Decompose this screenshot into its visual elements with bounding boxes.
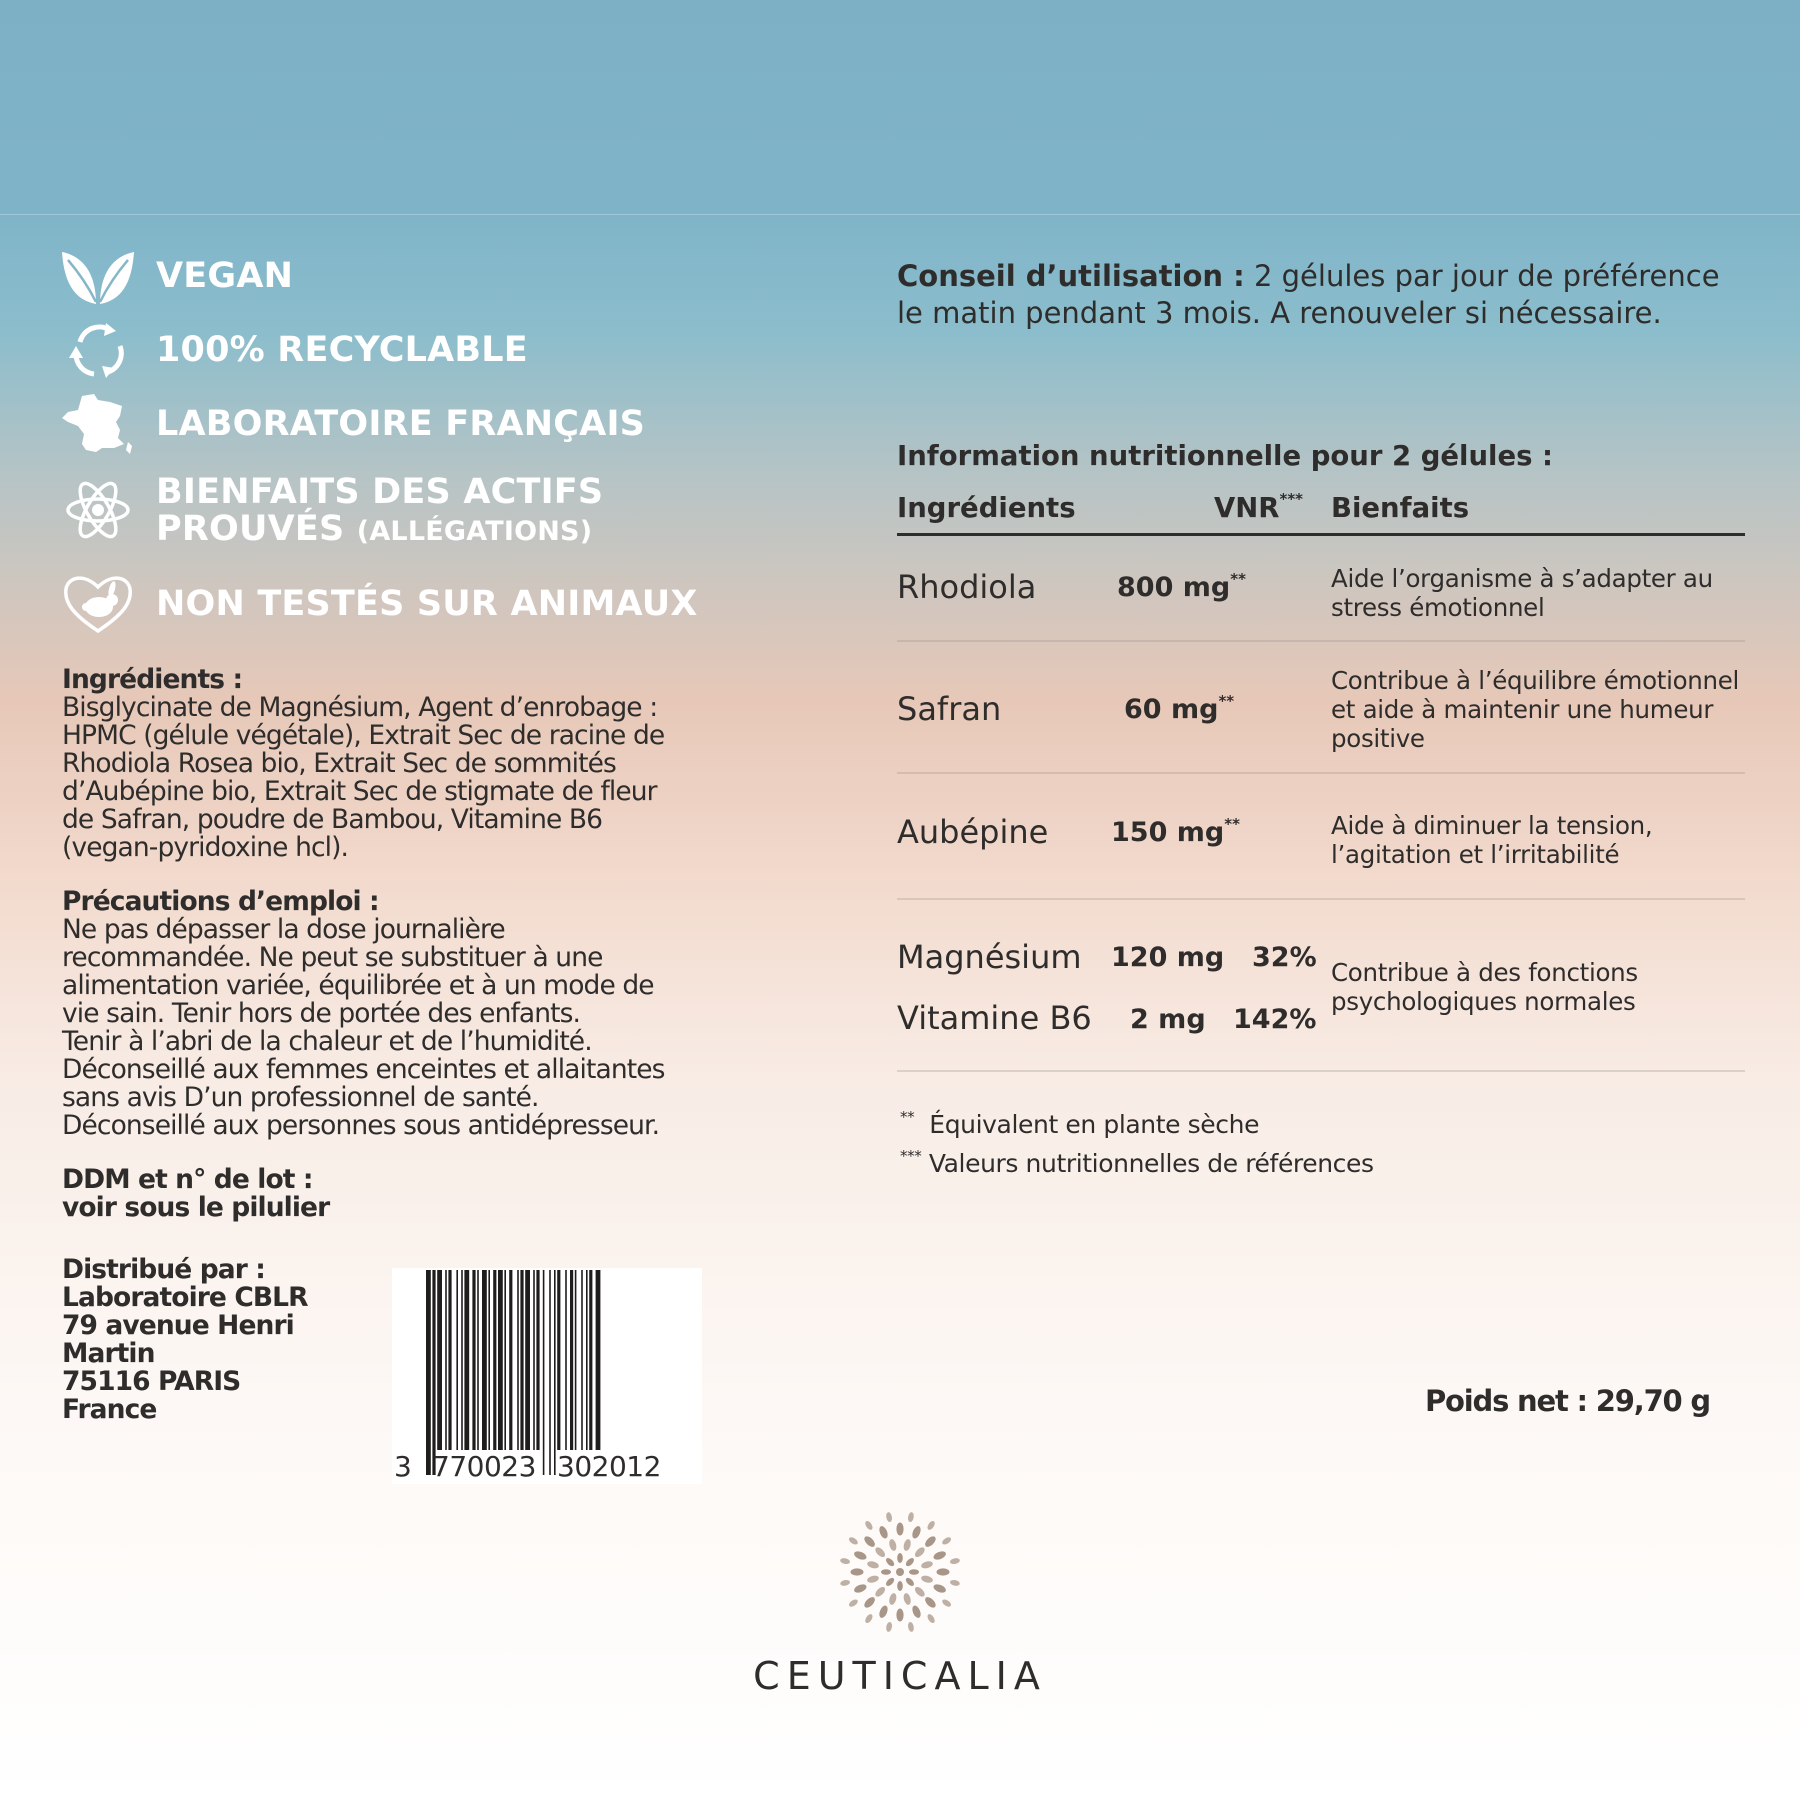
ingredient-name-safran: Safran — [897, 690, 1002, 728]
logo-petal — [881, 1569, 891, 1575]
barcode-bar — [498, 1270, 503, 1450]
claim-label-line2: PROUVÉS — [156, 508, 345, 549]
footnote-reference-values — [900, 1149, 1374, 1178]
distributor-line: France — [62, 1394, 157, 1425]
ingredient-qty-vitamin-b6: 2 mg — [1130, 1004, 1206, 1035]
vnr-header-label: VNR — [1214, 492, 1280, 524]
logo-petal — [896, 1523, 903, 1536]
barcode-bar — [543, 1270, 545, 1475]
row-separator — [897, 898, 1745, 900]
ddm-heading: DDM et n° de lot : — [62, 1164, 313, 1195]
nutrition-title: Information nutritionnelle pour 2 gélules : — [897, 440, 1554, 472]
barcode-bar — [549, 1270, 551, 1475]
row-separator — [897, 640, 1745, 642]
distributor-line: 79 avenue Henri Martin — [62, 1310, 294, 1369]
header-band-edge — [0, 214, 1800, 215]
distributor-heading: Distribué par : — [62, 1254, 265, 1285]
qty-value: 800 mg — [1117, 572, 1231, 603]
logo-petal — [920, 1574, 933, 1583]
barcode-bar — [517, 1270, 519, 1450]
claim-label-multiline — [156, 474, 603, 548]
logo-petal — [888, 1538, 897, 1551]
logo-petal — [923, 1595, 937, 1609]
logo-petal — [862, 1534, 876, 1548]
ingredient-vnr-vitamin-b6: 142% — [1233, 1004, 1317, 1035]
logo-petal — [848, 1536, 859, 1546]
claim-label: NON TESTÉS SUR ANIMAUX — [156, 583, 698, 624]
logo-petal — [885, 1576, 896, 1587]
logo-petal — [941, 1598, 952, 1608]
qty-value: 60 mg — [1124, 694, 1219, 725]
ingredient-qty-aubepine — [1111, 817, 1240, 848]
atom-icon — [60, 478, 136, 542]
benefit-safran: Contribue à l’équilibre émotionnel et aide à maintenir une humeur positive — [1331, 666, 1740, 753]
logo-petal — [926, 1520, 936, 1531]
ingredient-qty-rhodiola — [1117, 572, 1246, 603]
ddm-block — [62, 1166, 702, 1222]
france-map-icon — [60, 392, 136, 456]
usage-advice — [897, 258, 1747, 332]
logo-petal — [904, 1557, 915, 1568]
barcode-bar — [448, 1270, 451, 1450]
barcode-bar — [488, 1270, 490, 1450]
barcode-bar — [554, 1270, 556, 1475]
barcode-bar — [586, 1270, 588, 1450]
ingredient-qty-safran — [1124, 694, 1234, 725]
claim-recyclable — [60, 318, 528, 382]
claim-label-line1: BIENFAITS DES ACTIFS — [156, 472, 604, 512]
logo-petal — [840, 1579, 851, 1586]
logo-petal — [923, 1534, 937, 1548]
barcode-bar — [581, 1270, 583, 1450]
logo-petal — [885, 1557, 896, 1568]
logo-petal — [878, 1525, 890, 1540]
ingredients-line: d’Aubépine bio, Extrait Sec de stigmate de fleur — [62, 776, 657, 807]
barcode-bar — [482, 1270, 487, 1450]
qty-mark: ** — [1218, 692, 1235, 710]
precautions-heading: Précautions d’emploi : — [62, 886, 379, 917]
barcode-bar — [426, 1270, 431, 1475]
claim-label-small: (ALLÉGATIONS) — [356, 515, 593, 547]
precautions-line: recommandée. Ne peut se substituer à une — [62, 942, 603, 973]
row-separator — [897, 772, 1745, 774]
logo-petal — [862, 1595, 876, 1609]
ingredient-name-magnesium: Magnésium — [897, 938, 1082, 976]
logo-petal — [911, 1525, 923, 1540]
logo-petal — [848, 1598, 859, 1608]
brand-name: CEUTICALIA — [753, 1654, 1047, 1698]
barcode-bar — [536, 1270, 539, 1450]
logo-petal — [853, 1583, 868, 1595]
barcode — [392, 1268, 702, 1484]
ingredient-qty-magnesium: 120 mg — [1111, 942, 1225, 973]
usage-advice-label: Conseil d’utilisation : — [897, 259, 1245, 293]
ingredient-name-rhodiola: Rhodiola — [897, 568, 1037, 606]
logo-petal — [941, 1536, 952, 1546]
ingredients-line: (vegan-pyridoxine hcl). — [62, 832, 349, 863]
qty-value: 150 mg — [1111, 817, 1225, 848]
barcode-bar — [596, 1270, 601, 1450]
col-header-benefits: Bienfaits — [1331, 492, 1470, 524]
logo-petal — [874, 1546, 887, 1559]
logo-petal — [902, 1538, 911, 1551]
footnote-text: Équivalent en plante sèche — [929, 1110, 1260, 1139]
barcode-bar — [493, 1270, 496, 1450]
distributor-line: 75116 PARIS — [62, 1366, 241, 1397]
barcode-bar — [432, 1270, 435, 1475]
barcode-bar — [575, 1270, 577, 1450]
logo-petal — [909, 1569, 919, 1575]
barcode-group1: 770023 — [432, 1450, 536, 1483]
qty-mark: ** — [1230, 570, 1246, 588]
benefit-magnesium-b6: Contribue à des fonctions psychologiques normales — [1331, 958, 1638, 1016]
net-weight: Poids net : 29,70 g — [1425, 1384, 1710, 1418]
distributor-line: Laboratoire CBLR — [62, 1282, 308, 1313]
footnote-mark: *** — [900, 1147, 922, 1165]
barcode-bar — [445, 1270, 447, 1450]
logo-petal — [932, 1550, 947, 1562]
precautions-line: Tenir à l’abri de la chaleur et de l’humidité. — [62, 1026, 592, 1057]
barcode-bar — [589, 1270, 592, 1450]
col-header-vnr — [1214, 492, 1303, 524]
barcode-group2: 302012 — [557, 1450, 661, 1483]
claim-french-lab — [60, 392, 646, 456]
precautions-line: sans avis D’un professionnel de santé. — [62, 1082, 539, 1113]
logo-petal — [885, 1621, 892, 1632]
ingredients-block — [62, 666, 702, 862]
logo-petal — [888, 1592, 897, 1605]
ingredients-line: Bisglycinate de Magnésium, Agent d’enrobage : — [62, 692, 658, 723]
logo-petal — [913, 1585, 926, 1598]
ingredients-heading: Ingrédients : — [62, 664, 243, 695]
logo-petal — [932, 1583, 947, 1595]
logo-petal — [885, 1512, 892, 1523]
barcode-bar — [464, 1270, 469, 1450]
logo-petal — [878, 1604, 890, 1619]
vnr-header-mark: *** — [1279, 490, 1304, 508]
benefit-aubepine: Aide à diminuer la tension, l’agitation et l’irritabilité — [1331, 811, 1653, 869]
logo-petal — [897, 1553, 903, 1563]
barcode-bar — [456, 1270, 458, 1450]
ingredients-line: de Safran, poudre de Bambou, Vitamine B6 — [62, 804, 603, 835]
claim-proven-benefits — [60, 472, 604, 549]
barcode-bar — [570, 1270, 573, 1450]
logo-petal — [907, 1512, 914, 1523]
barcode-first-digit: 3 — [394, 1450, 412, 1483]
benefit-rhodiola: Aide l’organisme à s’adapter au stress émotionnel — [1331, 564, 1713, 622]
precautions-line: Déconseillé aux personnes sous antidépresseur. — [62, 1110, 660, 1141]
claim-label: VEGAN — [156, 255, 294, 296]
barcode-bar — [533, 1270, 535, 1450]
logo-petal — [911, 1604, 923, 1619]
logo-petal — [866, 1574, 879, 1583]
ingredient-name-aubepine: Aubépine — [897, 813, 1049, 851]
barcode-bar — [437, 1270, 442, 1450]
logo-center — [896, 1568, 904, 1576]
barcode-bar — [565, 1270, 567, 1450]
logo-petal — [851, 1568, 864, 1575]
barcode-bar — [477, 1270, 479, 1450]
ddm-text: voir sous le pilulier — [62, 1192, 330, 1223]
table-header-rule — [897, 533, 1745, 536]
col-header-ingredients: Ingrédients — [897, 492, 1076, 524]
footnote-plant-equivalent — [900, 1110, 1259, 1139]
barcode-bar — [472, 1270, 475, 1450]
usage-advice-text: 2 gélules par jour de préférence le matin pendant 3 mois. A renouveler si nécessaire. — [897, 259, 1720, 330]
barcode-bar — [520, 1270, 523, 1450]
logo-petal — [897, 1581, 903, 1591]
ingredient-name-vitamin-b6: Vitamine B6 — [897, 999, 1092, 1037]
claim-label: 100% RECYCLABLE — [156, 329, 528, 370]
ingredients-line: Rhodiola Rosea bio, Extrait Sec de sommités — [62, 748, 616, 779]
logo-petal — [866, 1560, 879, 1569]
precautions-line: alimentation variée, équilibrée et à un mode de — [62, 970, 654, 1001]
logo-petal — [949, 1579, 960, 1586]
leaves-icon — [60, 244, 136, 308]
barcode-bar — [504, 1270, 506, 1450]
footnote-text: Valeurs nutritionnelles de références — [928, 1149, 1374, 1178]
recycle-icon — [60, 318, 136, 382]
logo-petal — [853, 1550, 868, 1562]
ingredients-line: HPMC (gélule végétale), Extrait Sec de racine de — [62, 720, 665, 751]
logo-petal — [902, 1592, 911, 1605]
barcode-bar — [509, 1270, 512, 1450]
claim-cruelty-free — [60, 572, 698, 636]
barcode-bar — [461, 1270, 463, 1450]
claim-label: LABORATOIRE FRANÇAIS — [156, 403, 646, 444]
precautions-line: vie sain. Tenir hors de portée des enfants. — [62, 998, 581, 1029]
logo-petal — [896, 1609, 903, 1622]
ingredient-vnr-magnesium: 32% — [1252, 942, 1317, 973]
logo-petal — [904, 1576, 915, 1587]
precautions-line: Déconseillé aux femmes enceintes et allaitantes — [62, 1054, 665, 1085]
barcode-bar — [557, 1270, 560, 1450]
distributor-block — [62, 1256, 392, 1424]
logo-petal — [840, 1557, 851, 1564]
logo-petal — [874, 1585, 887, 1598]
floral-mandala-logo — [838, 1510, 962, 1634]
claim-vegan — [60, 244, 294, 308]
logo-petal — [907, 1621, 914, 1632]
footnote-mark: ** — [900, 1108, 915, 1126]
row-separator — [897, 1070, 1745, 1072]
logo-petal — [937, 1568, 950, 1575]
precautions-block — [62, 888, 702, 1140]
logo-petal — [864, 1613, 874, 1624]
logo-petal — [913, 1546, 926, 1559]
logo-petal — [926, 1613, 936, 1624]
logo-petal — [949, 1557, 960, 1564]
rabbit-heart-icon — [60, 572, 136, 636]
precautions-line: Ne pas dépasser la dose journalière — [62, 914, 505, 945]
logo-petal — [864, 1520, 874, 1531]
barcode-bar — [525, 1270, 530, 1450]
qty-mark: ** — [1224, 815, 1240, 833]
logo-petal — [920, 1560, 933, 1569]
